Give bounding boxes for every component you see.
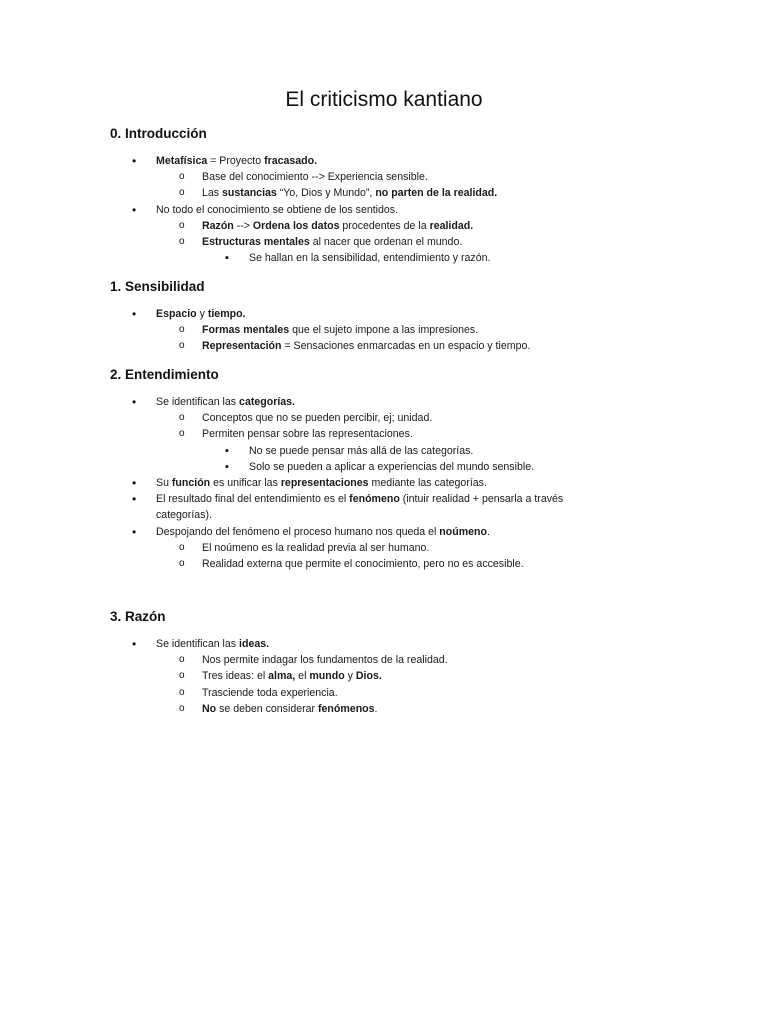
list-item-level-2 (202, 685, 338, 701)
section-heading: 3. Razón (110, 609, 166, 624)
text: = Sensaciones enmarcadas en un espacio y tiempo. (281, 340, 531, 353)
list-item-level-1-continuation (156, 507, 212, 523)
bullet-marker (132, 202, 136, 220)
list-item-level-2 (202, 218, 473, 234)
list-item-level-2 (202, 338, 530, 354)
list-item-level-1 (156, 636, 269, 652)
circle-marker (179, 322, 185, 338)
list-item-level-2 (202, 426, 413, 442)
list-item-level-1 (156, 475, 487, 491)
circle-marker (179, 338, 185, 354)
bold-text: Representación (202, 340, 282, 353)
bullet-marker (132, 153, 136, 171)
list-item-level-2 (202, 540, 429, 556)
bold-text: representaciones (280, 477, 369, 489)
list-item-level-1 (156, 153, 317, 169)
bold-text: fenómeno (349, 493, 400, 506)
list-item-level-2 (202, 652, 448, 668)
list-item-level-2 (202, 185, 497, 201)
section-heading: 2. Entendimiento (110, 367, 219, 382)
bullet-marker (132, 491, 136, 509)
bullet-marker (132, 636, 136, 654)
circle-marker (179, 540, 185, 556)
text: . (374, 702, 378, 715)
list-item-level-2 (202, 701, 377, 717)
bullet-marker (132, 394, 136, 412)
list-item-level-1 (156, 394, 295, 410)
circle-marker (179, 169, 185, 185)
circle-marker (179, 556, 185, 572)
text: El resultado final del entendimiento es el (156, 493, 350, 506)
bold-text: categorías. (239, 396, 295, 408)
bold-text: tiempo. (207, 308, 246, 320)
text: Base del conocimiento --> Experiencia sensible. (202, 171, 428, 184)
bold-text: ideas. (239, 638, 270, 650)
list-item-level-3 (249, 443, 473, 459)
bold-text: mundo (309, 670, 345, 683)
list-item-level-2 (202, 668, 382, 684)
bullet-marker (132, 306, 136, 324)
bold-text: realidad. (429, 219, 474, 232)
circle-marker (179, 234, 185, 250)
bullet-marker (132, 524, 136, 542)
text: Nos permite indagar los fundamentos de la realidad. (202, 654, 448, 667)
bold-text: función (171, 477, 211, 489)
bold-text: alma, (268, 670, 296, 683)
text: Permiten pensar sobre las representaciones. (202, 428, 413, 441)
text: es unificar las (210, 477, 281, 489)
text: El noúmeno es la realidad previa al ser humano. (202, 541, 430, 554)
bold-text: Razón (202, 219, 234, 232)
bold-text: Metafísica (156, 155, 208, 167)
bold-text: Ordena los datos (252, 219, 340, 232)
text: No todo el conocimiento se obtiene de los sentidos. (156, 203, 399, 216)
text: categorías). (156, 509, 212, 522)
list-item-level-2 (202, 169, 428, 185)
text: al nacer que ordenan el mundo. (309, 236, 463, 248)
list-item-level-2 (202, 410, 432, 426)
bold-text: fracasado. (264, 155, 318, 167)
bold-text: noúmeno (439, 525, 487, 538)
text: y (344, 670, 356, 683)
circle-marker (179, 218, 185, 234)
text: No se puede pensar más allá de las categorías. (249, 444, 474, 457)
list-item-level-1 (156, 524, 490, 540)
text: = Proyecto (207, 155, 265, 167)
text: Realidad externa que permite el conocimiento, pero no es accesible. (202, 558, 524, 570)
text: Solo se pueden a aplicar a experiencias del mundo sensible. (249, 460, 535, 473)
text: se deben considerar (216, 702, 319, 715)
list-item-level-1 (156, 491, 563, 507)
square-marker (225, 443, 229, 460)
text: Despojando del fenómeno el proceso humano nos queda el (156, 525, 440, 538)
text: mediante las categorías. (368, 477, 487, 489)
bold-text: sustancias (222, 187, 277, 200)
bold-text: Dios. (355, 670, 382, 683)
text: Su (156, 477, 172, 489)
list-item-level-2 (202, 556, 524, 572)
circle-marker (179, 668, 185, 684)
text: Conceptos que no se pueden percibir, ej; unidad. (202, 412, 433, 425)
bold-text: No (202, 702, 217, 715)
circle-marker (179, 185, 185, 201)
text: que el sujeto impone a las impresiones. (289, 324, 479, 337)
square-marker (225, 459, 229, 476)
text: . (486, 525, 490, 538)
text: Las (202, 187, 223, 200)
bold-text: Estructuras mentales (202, 236, 310, 248)
text: Se hallan en la sensibilidad, entendimiento y razón. (249, 252, 491, 265)
list-item-level-2 (202, 322, 478, 338)
section-heading: 1. Sensibilidad (110, 279, 205, 294)
list-item-level-3 (249, 250, 490, 266)
bold-text: fenómenos (318, 702, 375, 715)
list-item-level-2 (202, 234, 462, 250)
text: y (196, 308, 208, 320)
circle-marker (179, 426, 185, 442)
text: Se identifican las (156, 396, 240, 408)
list-item-level-3 (249, 459, 534, 475)
list-item-level-1 (156, 202, 398, 218)
bold-text: no parten de la realidad. (375, 187, 498, 200)
text: Tres ideas: el (202, 670, 269, 683)
text: Trasciende toda experiencia. (202, 686, 338, 699)
circle-marker (179, 701, 185, 717)
text: “Yo, Dios y Mundo”, (276, 187, 376, 200)
circle-marker (179, 685, 185, 701)
square-marker (225, 250, 229, 267)
text: (intuir realidad + pensarla a través (399, 493, 564, 506)
text: Se identifican las (156, 638, 240, 650)
section-heading: 0. Introducción (110, 126, 207, 141)
bold-text: Espacio (156, 308, 197, 320)
text: --> (233, 219, 253, 232)
circle-marker (179, 410, 185, 426)
list-item-level-1 (156, 306, 246, 322)
text: el (295, 670, 310, 683)
document-title: El criticismo kantiano (285, 88, 483, 111)
text: procedentes de la (339, 219, 430, 232)
bold-text: Formas mentales (202, 324, 290, 337)
circle-marker (179, 652, 185, 668)
